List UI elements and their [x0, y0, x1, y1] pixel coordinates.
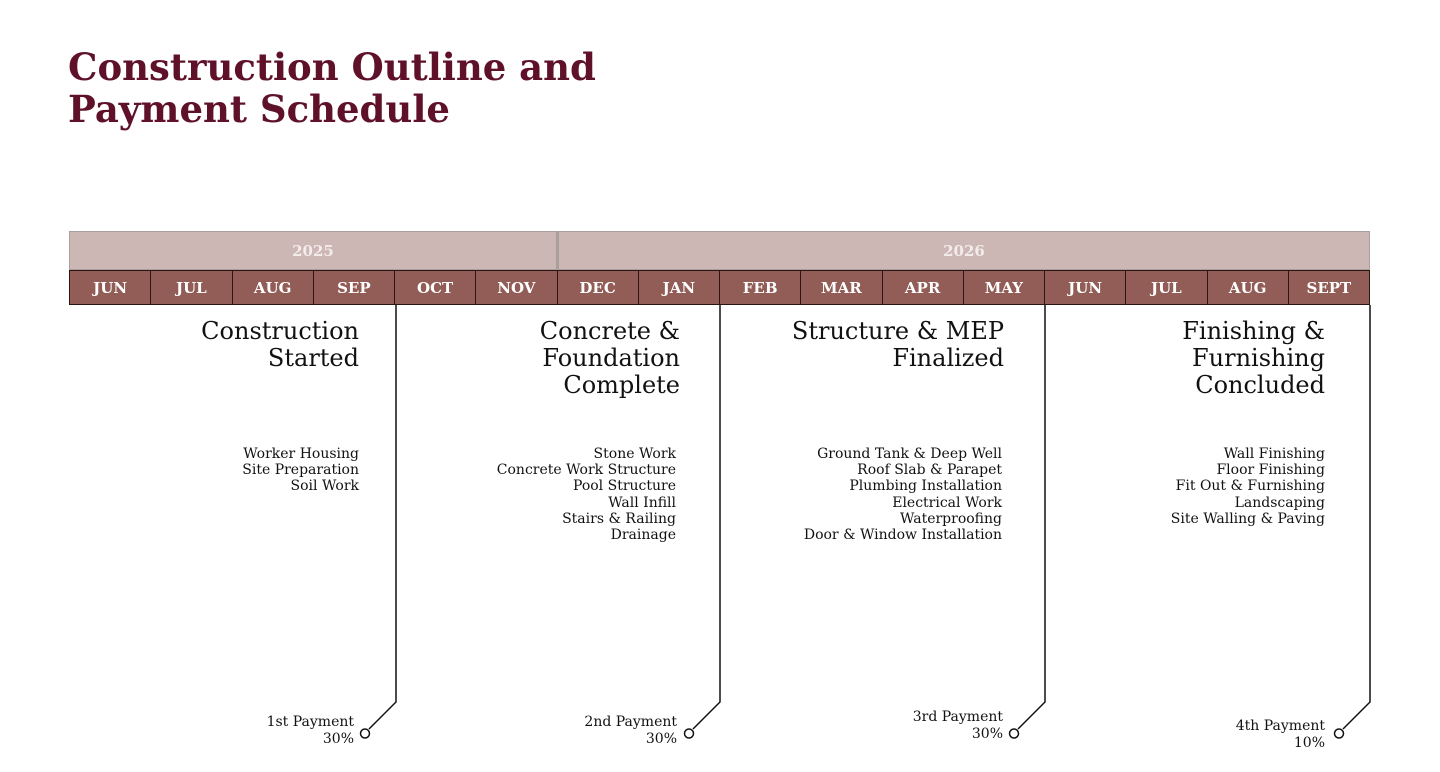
payment-name: 1st Payment [266, 714, 354, 730]
task-item: Wall Infill [608, 494, 676, 511]
payment-label-4 [1236, 718, 1325, 751]
payment-marker-2 [685, 729, 694, 738]
phase-title-line: Concrete & [539, 317, 680, 345]
phase-title-line: Finishing & [1182, 317, 1325, 345]
phase-title-line: Complete [563, 371, 680, 399]
phase-title-3 [792, 318, 1004, 372]
task-list-1 [242, 446, 359, 495]
payment-name: 2nd Payment [584, 714, 677, 730]
task-item: Worker Housing [243, 446, 359, 462]
month-cell: NOV [475, 270, 557, 305]
task-list-3 [804, 446, 1002, 543]
milestone-line-2 [693, 305, 720, 729]
milestone-line-1 [369, 305, 396, 729]
month-cell: JAN [638, 270, 720, 305]
payment-label-2 [584, 714, 677, 747]
phase-title-1 [201, 318, 359, 372]
phase-title-line: Concluded [1195, 371, 1325, 399]
phase-title-2 [540, 318, 680, 399]
month-cell: AUG [232, 270, 314, 305]
task-item: Plumbing Installation [849, 478, 1002, 495]
payment-name: 3rd Payment [912, 709, 1003, 725]
month-cell: MAR [800, 270, 882, 305]
phase-title-line: Foundation [542, 344, 680, 372]
month-cell: OCT [394, 270, 476, 305]
month-cell: JUL [1125, 270, 1207, 305]
task-item: Roof Slab & Parapet [857, 462, 1002, 479]
phase-title-4 [1182, 318, 1325, 399]
task-item: Floor Finishing [1216, 462, 1325, 479]
task-item: Fit Out & Furnishing [1175, 478, 1325, 495]
payment-marker-1 [361, 729, 370, 738]
month-cell: JUN [69, 270, 151, 305]
month-cell: MAY [963, 270, 1045, 305]
task-list-2 [497, 446, 676, 543]
phase-title-line: Started [267, 344, 359, 372]
task-item: Soil Work [290, 478, 359, 495]
payment-percent: 30% [971, 725, 1003, 742]
month-cell: SEP [313, 270, 395, 305]
payment-label-3 [913, 709, 1003, 742]
page-title-line-1: Construction Outline and [68, 45, 596, 89]
task-item: Ground Tank & Deep Well [817, 446, 1002, 462]
payment-percent: 10% [1293, 734, 1325, 751]
year-header-2025: 2025 [69, 231, 557, 270]
month-cell: AUG [1207, 270, 1289, 305]
page-title-line-2: Payment Schedule [68, 87, 450, 131]
month-cell: DEC [557, 270, 639, 305]
payment-percent: 30% [322, 730, 354, 747]
task-item: Concrete Work Structure [496, 462, 676, 479]
phase-title-line: Finalized [892, 344, 1004, 372]
task-item: Pool Structure [572, 478, 676, 495]
task-item: Waterproofing [900, 510, 1002, 527]
task-item: Wall Finishing [1223, 446, 1325, 462]
task-item: Electrical Work [892, 494, 1002, 511]
phase-title-line: Construction [201, 317, 359, 345]
task-item: Site Preparation [242, 462, 359, 479]
month-cell: JUN [1044, 270, 1126, 305]
task-item: Stairs & Railing [562, 510, 676, 527]
milestone-line-4 [1343, 305, 1370, 729]
payment-marker-4 [1335, 729, 1344, 738]
month-cell: JUL [150, 270, 232, 305]
payment-label-1 [267, 714, 354, 747]
milestone-line-3 [1018, 305, 1045, 729]
task-item: Site Walling & Paving [1170, 510, 1325, 527]
task-list-4 [1171, 446, 1325, 527]
task-item: Stone Work [593, 446, 676, 462]
task-item: Drainage [610, 527, 676, 544]
task-item: Landscaping [1234, 494, 1325, 511]
month-cell: SEPT [1288, 270, 1370, 305]
phase-title-line: Furnishing [1192, 344, 1325, 372]
phase-title-line: Structure & MEP [791, 317, 1004, 345]
month-cell: APR [882, 270, 964, 305]
month-cell: FEB [719, 270, 801, 305]
payment-percent: 30% [645, 730, 677, 747]
payment-name: 4th Payment [1235, 718, 1325, 734]
payment-marker-3 [1010, 729, 1019, 738]
year-header-2026: 2026 [557, 231, 1370, 270]
task-item: Door & Window Installation [803, 527, 1002, 544]
